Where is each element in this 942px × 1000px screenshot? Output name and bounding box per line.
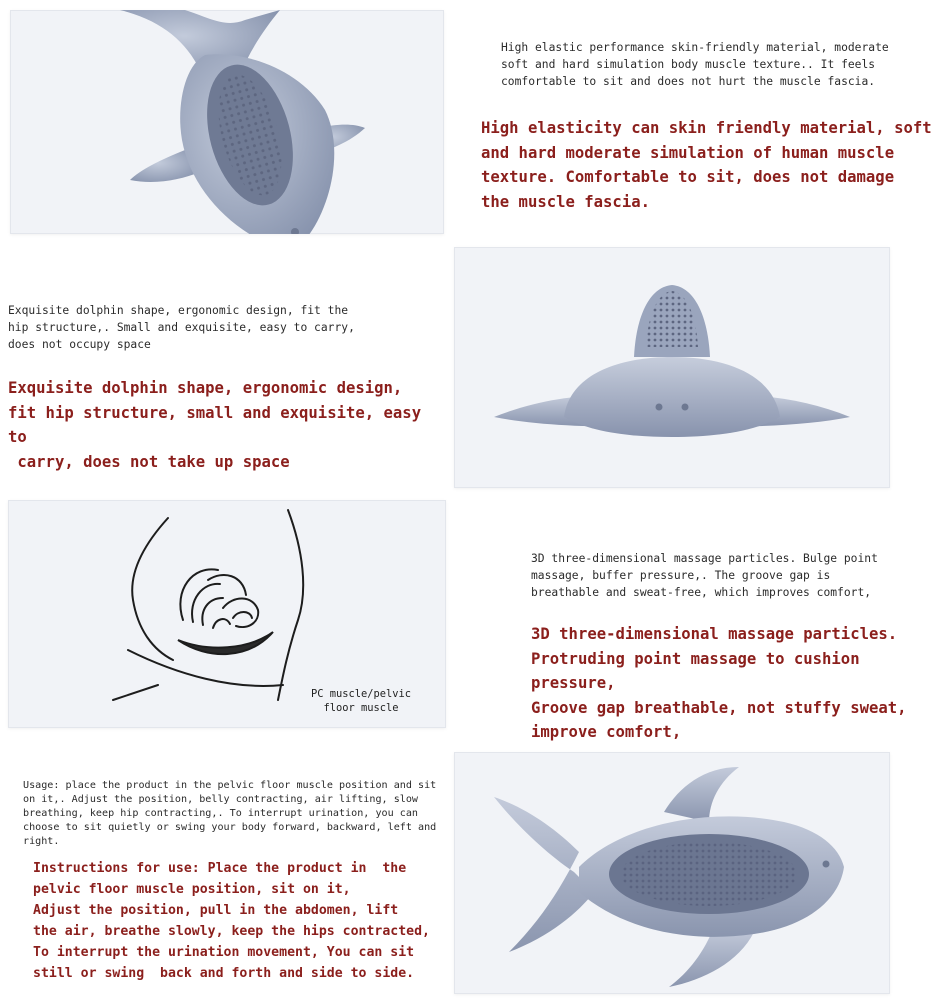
caption-line: PC muscle/pelvic (310, 688, 412, 700)
text-line: right. (23, 836, 60, 847)
text-line: 3D three-dimensional massage particles. (531, 625, 898, 643)
text-line: Protruding point massage to cushion (531, 649, 860, 668)
text-line: and hard moderate simulation of human muscle (481, 143, 895, 162)
section4-small-text (23, 779, 443, 849)
dolphin-front-image (454, 247, 890, 488)
text-line: still or swing back and forth and side to side. (33, 966, 415, 981)
text-line: 3D three-dimensional massage particles. Bulge point (531, 552, 878, 565)
product-panel-front (454, 247, 890, 488)
text-line: soft and hard simulation body muscle texture.. It feels (501, 58, 876, 71)
dolphin-top-image (10, 10, 444, 234)
section3-small-text (531, 550, 936, 601)
text-line: Exquisite dolphin shape, ergonomic design, fit the (8, 304, 349, 317)
text-line: comfortable to sit and does not hurt the muscle fascia. (501, 75, 876, 88)
text-line: pressure, (531, 674, 616, 692)
text-line: To interrupt the urination movement, You can sit (33, 945, 415, 960)
text-line: the muscle fascia. (481, 192, 650, 211)
text-line: hip structure,. Small and exquisite, easy to carry, (8, 321, 355, 334)
product-panel-top (10, 10, 444, 234)
text-line: massage, buffer pressure,. The groove gap is (531, 569, 831, 582)
text-line: Instructions for use: Place the product in the (33, 861, 407, 876)
text-line: texture. Comfortable to sit, does not damage (481, 168, 895, 186)
section1-small-text (501, 39, 931, 90)
product-panel-side (454, 752, 890, 994)
section2-small-text (8, 302, 448, 353)
text-line: Adjust the position, pull in the abdomen, lift (33, 903, 399, 918)
section2-big-text (8, 376, 448, 474)
text-line: fit hip structure, small and exquisite, easy to (8, 403, 422, 446)
text-line: choose to sit quietly or swing your body forward, backward, left and (23, 822, 437, 833)
text-line: Groove gap breathable, not stuffy sweat, (531, 698, 907, 717)
text-line: improve comfort, (531, 723, 682, 741)
text-line: breathing, keep hip contracting,. To interrupt urination, you can (23, 808, 419, 819)
diagram-caption (296, 687, 426, 715)
pelvic-diagram-panel (8, 500, 446, 728)
text-line: on it,. Adjust the position, belly contracting, air lifting, slow (23, 794, 419, 805)
text-line: High elasticity can skin friendly material, soft (481, 119, 932, 137)
text-line: Exquisite dolphin shape, ergonomic design, (8, 379, 403, 397)
caption-line: floor muscle (323, 702, 399, 714)
text-line: does not occupy space (8, 338, 151, 351)
text-line: breathable and sweat-free, which improves comfort, (531, 586, 872, 599)
section4-big-text (33, 858, 453, 984)
section1-big-text (481, 116, 941, 214)
text-line: carry, does not take up space (8, 452, 290, 471)
text-line: the air, breathe slowly, keep the hips contracted, (33, 924, 430, 939)
dolphin-side-image (454, 752, 890, 994)
section3-big-text (531, 622, 936, 745)
text-line: Usage: place the product in the pelvic floor muscle position and sit (23, 780, 437, 791)
text-line: High elastic performance skin-friendly material, moderate (501, 41, 889, 54)
text-line: pelvic floor muscle position, sit on it, (33, 882, 351, 897)
